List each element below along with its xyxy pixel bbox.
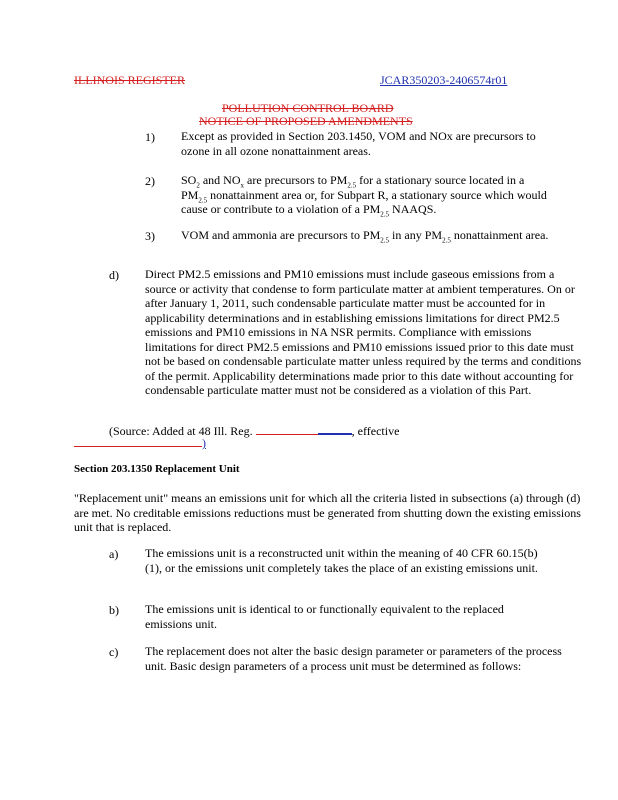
item-text: $SO_2$ and $NO_x$ are precursors to $PM_{2.5}$ for a stationary source located in a $PM_{2.5}$ nonattainment area or, for Subpart R, a stationary source which would cause or contribute to a violation of a $PM_{2.5}$ NAAQS.: [181, 173, 547, 219]
item-letter: a): [109, 547, 119, 561]
item-letter: d): [109, 268, 119, 282]
source-note: (Source: Added at 48 Ill. Reg. , effective: [109, 424, 400, 438]
board-title: POLLUTION CONTROL BOARD: [222, 101, 394, 115]
register-header: ILLINOIS REGISTER: [74, 73, 185, 87]
item-text: The emissions unit is a reconstructed unit within the meaning of 40 CFR 60.15(b)(1), or the emissions unit completely takes the place of an existing emissions unit.: [145, 546, 538, 575]
item-text: VOM and ammonia are precursors to $PM_{2.5}$ in any $PM_{2.5}$ nonattainment area.: [181, 228, 549, 245]
item-number: 3): [145, 229, 155, 243]
item-letter: c): [109, 645, 119, 659]
item-text: The emissions unit is identical to or functionally equivalent to the replaced emissions unit.: [145, 602, 504, 631]
source-close: ): [74, 436, 206, 451]
document-id: JCAR350203-2406574r01: [380, 73, 508, 87]
item-number: 1): [145, 130, 155, 144]
item-text: Except as provided in Section 203.1450, VOM and NOx are precursors to ozone in all ozone nonattainment areas.: [181, 129, 536, 158]
definition-text: "Replacement unit" means an emissions unit for which all the criteria listed in subsections (a) through (d) are met. No creditable emissions reductions must be generated from shutting down the existing emissions unit that is replaced.: [74, 491, 581, 534]
section-heading: Section 203.1350 Replacement Unit: [74, 463, 240, 475]
item-letter: b): [109, 603, 119, 617]
register-volume-blank: [256, 424, 318, 435]
notice-title: NOTICE OF PROPOSED AMENDMENTS: [199, 114, 413, 128]
item-text: The replacement does not alter the basic design parameter or parameters of the process unit. Basic design parameters of a process unit must be determined as follows:: [145, 644, 562, 673]
item-number: 2): [145, 174, 155, 188]
item-text: Direct PM2.5 emissions and PM10 emissions must include gaseous emissions from a source or activity that condense to form particulate matter at ambient temperatures. On or after January 1, 2011, such condensable particulate matter must be accounted for in applicability determinations and in establishing emissions limitations for direct PM2.5 emissions and PM10 emissions in NA NSR permits. Compliance with emissions limitations for direct PM2.5 emissions and PM10 emissions issued prior to this date must not be based on condensable particulate matter unless required by the terms and conditions of the permit. Applicability determinations made prior to this date without accounting for condensable particulate matter must not be considered as a violation of this Part.: [145, 267, 582, 397]
register-page-blank: [318, 423, 352, 435]
effective-date-blank: [74, 436, 202, 447]
